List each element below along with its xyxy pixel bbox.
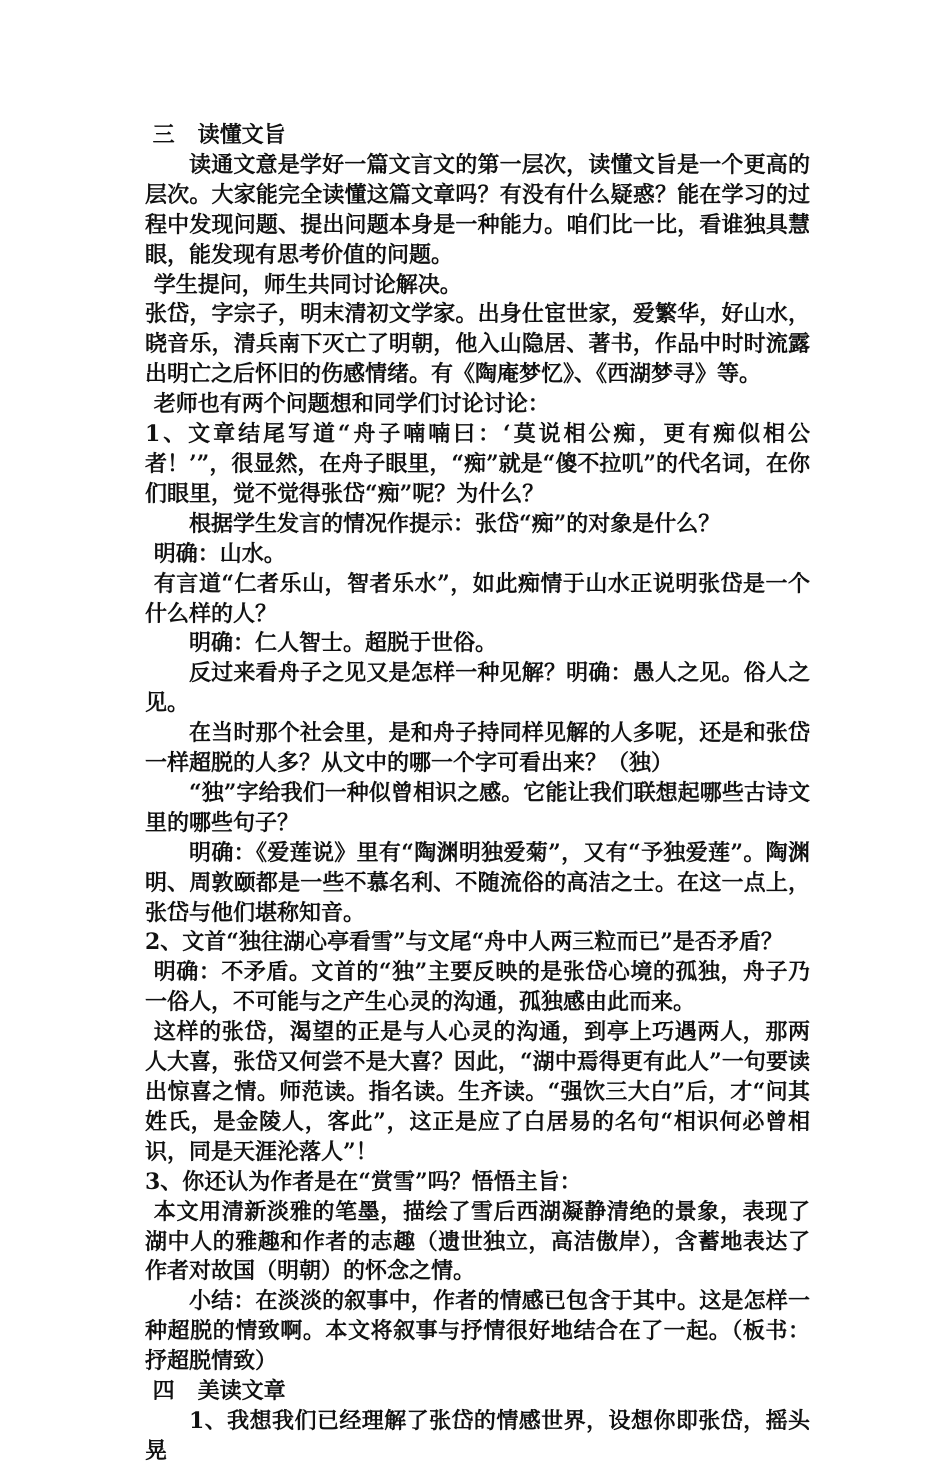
paragraph: 学生提问，师生共同讨论解决。 [153, 271, 462, 298]
question-3: 3、你还认为作者是在“赏雪”吗？悟悟主旨： [145, 1168, 582, 1195]
paragraph: 根据学生发言的情况作提示：张岱“痴”的对象是什么？ [189, 510, 721, 537]
paragraph: 明确：仁人智士。超脱于世俗。 [189, 630, 498, 657]
paragraph: 反过来看舟子之见又是怎样一种见解？明确：愚人之见。俗人之见。 [145, 660, 810, 717]
paragraph: 1、我想我们已经理解了张岱的情感世界，设想你即张岱，摇头晃 [145, 1407, 810, 1464]
paragraph: 本文用清新淡雅的笔墨，描绘了雪后西湖凝静清绝的景象，表现了湖中人的雅趣和作者的志趣（遗世独立，高洁傲岸），含蓄地表达了作者对故国（明朝）的怀念之情。 [145, 1198, 810, 1285]
paragraph: 张岱，字宗子，明末清初文学家。出身仕宦世家，爱繁华，好山水，晓音乐，清兵南下灭亡了明朝，他入山隐居、著书，作品中时时流露出明亡之后怀旧的伤感情绪。有《陶庵梦忆》、《西湖梦寻》等。 [145, 301, 810, 388]
paragraph: 老师也有两个问题想和同学们讨论讨论： [153, 391, 550, 418]
paragraph: “独”字给我们一种似曾相识之感。它能让我们联想起哪些古诗文里的哪些句子？ [145, 779, 810, 836]
document-body [145, 121, 810, 1467]
paragraph: 有言道“仁者乐山，智者乐水”，如此痴情于山水正说明张岱是一个什么样的人？ [145, 570, 810, 627]
paragraph: 小结：在淡淡的叙事中，作者的情感已包含于其中。这是怎样一种超脱的情致啊。本文将叙事与抒情很好地结合在了一起。（板书：抒超脱情致） [145, 1288, 810, 1375]
question-1: 1、文章结尾写道“舟子喃喃曰：‘莫说相公痴，更有痴似相公者！’”，很显然，在舟子眼里，“痴”就是“傻不拉叽”的代名词，在你们眼里，觉不觉得张岱“痴”呢？为什么？ [145, 421, 810, 507]
paragraph: 明确：不矛盾。文首的“独”主要反映的是张岱心境的孤独，舟子乃一俗人，不可能与之产生心灵的沟通，孤独感由此而来。 [145, 959, 810, 1016]
question-2: 2、文首“独往湖心亭看雪”与文尾“舟中人两三粒而已”是否矛盾？ [145, 929, 783, 956]
section-heading-3: 三 读懂文旨 [145, 122, 286, 148]
section-heading-4: 四 美读文章 [145, 1378, 286, 1405]
paragraph: 明确：《爱莲说》里有“陶渊明独爱菊”，又有“予独爱莲”。陶渊明、周敦颐都是一些不慕名利、不随流俗的高洁之士。在这一点上，张岱与他们堪称知音。 [145, 839, 810, 926]
paragraph: 明确：山水。 [153, 540, 286, 567]
paragraph: 读通文意是学好一篇文言文的第一层次，读懂文旨是一个更高的层次。大家能完全读懂这篇文章吗？有没有什么疑惑？能在学习的过程中发现问题、提出问题本身是一种能力。咱们比一比，看谁独具慧眼，能发现有思考价值的问题。 [145, 151, 810, 268]
paragraph: 在当时那个社会里，是和舟子持同样见解的人多呢，还是和张岱一样超脱的人多？从文中的哪一个字可看出来？（独） [145, 720, 810, 777]
paragraph: 这样的张岱，渴望的正是与人心灵的沟通，到亭上巧遇两人，那两人大喜，张岱又何尝不是大喜？因此，“湖中焉得更有此人”一句要读出惊喜之情。师范读。指名读。生齐读。“强饮三大白”后，才“问其姓氏，是金陵人，客此”，这正是应了白居易的名句“相识何必曾相识，同是天涯沦落人”！ [145, 1019, 810, 1165]
